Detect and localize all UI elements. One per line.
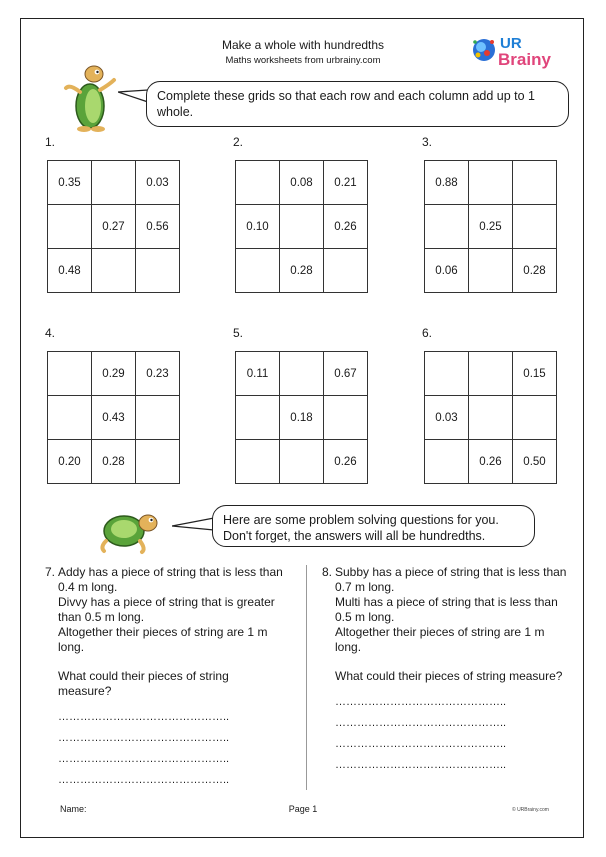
grid-cell[interactable] — [324, 396, 368, 440]
problem-text: Multi has a piece of string that is less than 0.5 m long. — [335, 595, 558, 624]
grid-cell[interactable]: 0.21 — [324, 161, 368, 205]
grid-cell[interactable] — [425, 440, 469, 484]
grid-cell[interactable] — [92, 249, 136, 293]
grid-2 — [235, 160, 368, 293]
grid-cell[interactable]: 0.48 — [48, 249, 92, 293]
grid-cell[interactable] — [48, 352, 92, 396]
problem-8 — [322, 565, 567, 776]
problem-text: Altogether their pieces of string are 1 m long. — [58, 625, 268, 654]
bubble-tail-icon — [172, 514, 216, 536]
problem-text: Subby has a piece of string that is less than 0.7 m long. — [335, 565, 567, 594]
page-number: Page 1 — [288, 804, 318, 814]
grid-cell[interactable] — [469, 161, 513, 205]
grid-cell[interactable]: 0.43 — [92, 396, 136, 440]
grid-cell[interactable] — [280, 352, 324, 396]
grid-cell[interactable]: 0.11 — [236, 352, 280, 396]
grid-cell[interactable] — [469, 396, 513, 440]
grid-cell[interactable]: 0.35 — [48, 161, 92, 205]
name-label: Name: — [60, 804, 87, 814]
grid-cell[interactable]: 0.56 — [136, 205, 180, 249]
grid-cell[interactable] — [513, 161, 557, 205]
grid-cell[interactable]: 0.23 — [136, 352, 180, 396]
grid-cell[interactable]: 0.06 — [425, 249, 469, 293]
logo-text-brainy: Brainy — [498, 50, 551, 69]
grid-cell[interactable] — [136, 396, 180, 440]
grid-cell[interactable] — [280, 205, 324, 249]
grid-cell[interactable] — [513, 396, 557, 440]
problem-question: What could their pieces of string measure? — [335, 669, 563, 683]
grid-cell[interactable]: 0.26 — [324, 205, 368, 249]
answer-line[interactable]: ……………………………………….. — [335, 738, 507, 750]
grid-label: 6. — [422, 326, 433, 340]
grid-label: 5. — [233, 326, 244, 340]
problem-text: Altogether their pieces of string are 1 m long. — [335, 625, 545, 654]
column-divider — [306, 565, 307, 790]
answer-line[interactable]: ……………………………………….. — [58, 711, 230, 723]
grid-cell[interactable]: 0.03 — [136, 161, 180, 205]
grid-cell[interactable] — [280, 440, 324, 484]
answer-line[interactable]: ……………………………………….. — [335, 759, 507, 771]
grid-cell[interactable] — [236, 396, 280, 440]
grid-cell[interactable] — [469, 352, 513, 396]
grid-label: 4. — [45, 326, 56, 340]
grid-cell[interactable]: 0.15 — [513, 352, 557, 396]
grid-cell[interactable]: 0.25 — [469, 205, 513, 249]
grid-6 — [424, 351, 557, 484]
grid-cell[interactable]: 0.26 — [469, 440, 513, 484]
copyright-text: © URBrainy.com — [512, 807, 549, 813]
grid-cell[interactable]: 0.88 — [425, 161, 469, 205]
problem-number: 8. — [322, 565, 333, 579]
problem-text: Addy has a piece of string that is less than 0.4 m long. — [58, 565, 283, 594]
grid-cell[interactable] — [92, 161, 136, 205]
grid-cell[interactable] — [136, 440, 180, 484]
grid-cell[interactable] — [236, 161, 280, 205]
grid-cell[interactable]: 0.03 — [425, 396, 469, 440]
grid-cell[interactable] — [425, 352, 469, 396]
problem-question: What could their pieces of string measure? — [58, 669, 229, 698]
grid-cell[interactable]: 0.08 — [280, 161, 324, 205]
grid-cell[interactable] — [236, 440, 280, 484]
worksheet-subtitle: Maths worksheets from urbrainy.com — [225, 55, 381, 66]
grid-cell[interactable]: 0.10 — [236, 205, 280, 249]
grid-cell[interactable]: 0.29 — [92, 352, 136, 396]
grid-label: 3. — [422, 135, 433, 149]
tortoise-mascot-icon — [96, 505, 162, 555]
grid-cell[interactable]: 0.28 — [280, 249, 324, 293]
grid-cell[interactable] — [236, 249, 280, 293]
grid-cell[interactable] — [48, 396, 92, 440]
grid-cell[interactable]: 0.20 — [48, 440, 92, 484]
logo-text-ur: UR — [500, 35, 522, 52]
urbrainy-logo — [470, 30, 570, 70]
grid-1 — [47, 160, 180, 293]
answer-line[interactable]: ……………………………………….. — [58, 753, 230, 765]
grid-cell[interactable]: 0.28 — [92, 440, 136, 484]
grid-cell[interactable]: 0.18 — [280, 396, 324, 440]
grid-cell[interactable] — [425, 205, 469, 249]
instructions-bubble: Complete these grids so that each row and each column add up to 1 whole. — [146, 81, 569, 127]
grid-cell[interactable] — [513, 205, 557, 249]
grid-cell[interactable]: 0.50 — [513, 440, 557, 484]
grid-cell[interactable]: 0.67 — [324, 352, 368, 396]
answer-line[interactable]: ……………………………………….. — [335, 717, 507, 729]
grid-cell[interactable] — [324, 249, 368, 293]
grid-cell[interactable]: 0.26 — [324, 440, 368, 484]
answer-line[interactable]: ……………………………………….. — [335, 696, 507, 708]
problem-text: Divvy has a piece of string that is greater than 0.5 m long. — [58, 595, 275, 624]
grid-5 — [235, 351, 368, 484]
grid-4 — [47, 351, 180, 484]
answer-line[interactable]: ……………………………………….. — [58, 774, 230, 786]
worksheet-title: Make a whole with hundredths — [221, 38, 385, 52]
grid-cell[interactable]: 0.28 — [513, 249, 557, 293]
grid-cell[interactable]: 0.27 — [92, 205, 136, 249]
problem-intro-bubble: Here are some problem solving questions for you. Don't forget, the answers will all be hundredths. — [212, 505, 535, 547]
grid-3 — [424, 160, 557, 293]
grid-label: 2. — [233, 135, 244, 149]
grid-label: 1. — [45, 135, 56, 149]
tortoise-mascot-icon — [60, 62, 120, 134]
grid-cell[interactable] — [469, 249, 513, 293]
problem-7 — [45, 565, 285, 791]
problem-number: 7. — [45, 565, 56, 579]
answer-line[interactable]: ……………………………………….. — [58, 732, 230, 744]
grid-cell[interactable] — [136, 249, 180, 293]
grid-cell[interactable] — [48, 205, 92, 249]
